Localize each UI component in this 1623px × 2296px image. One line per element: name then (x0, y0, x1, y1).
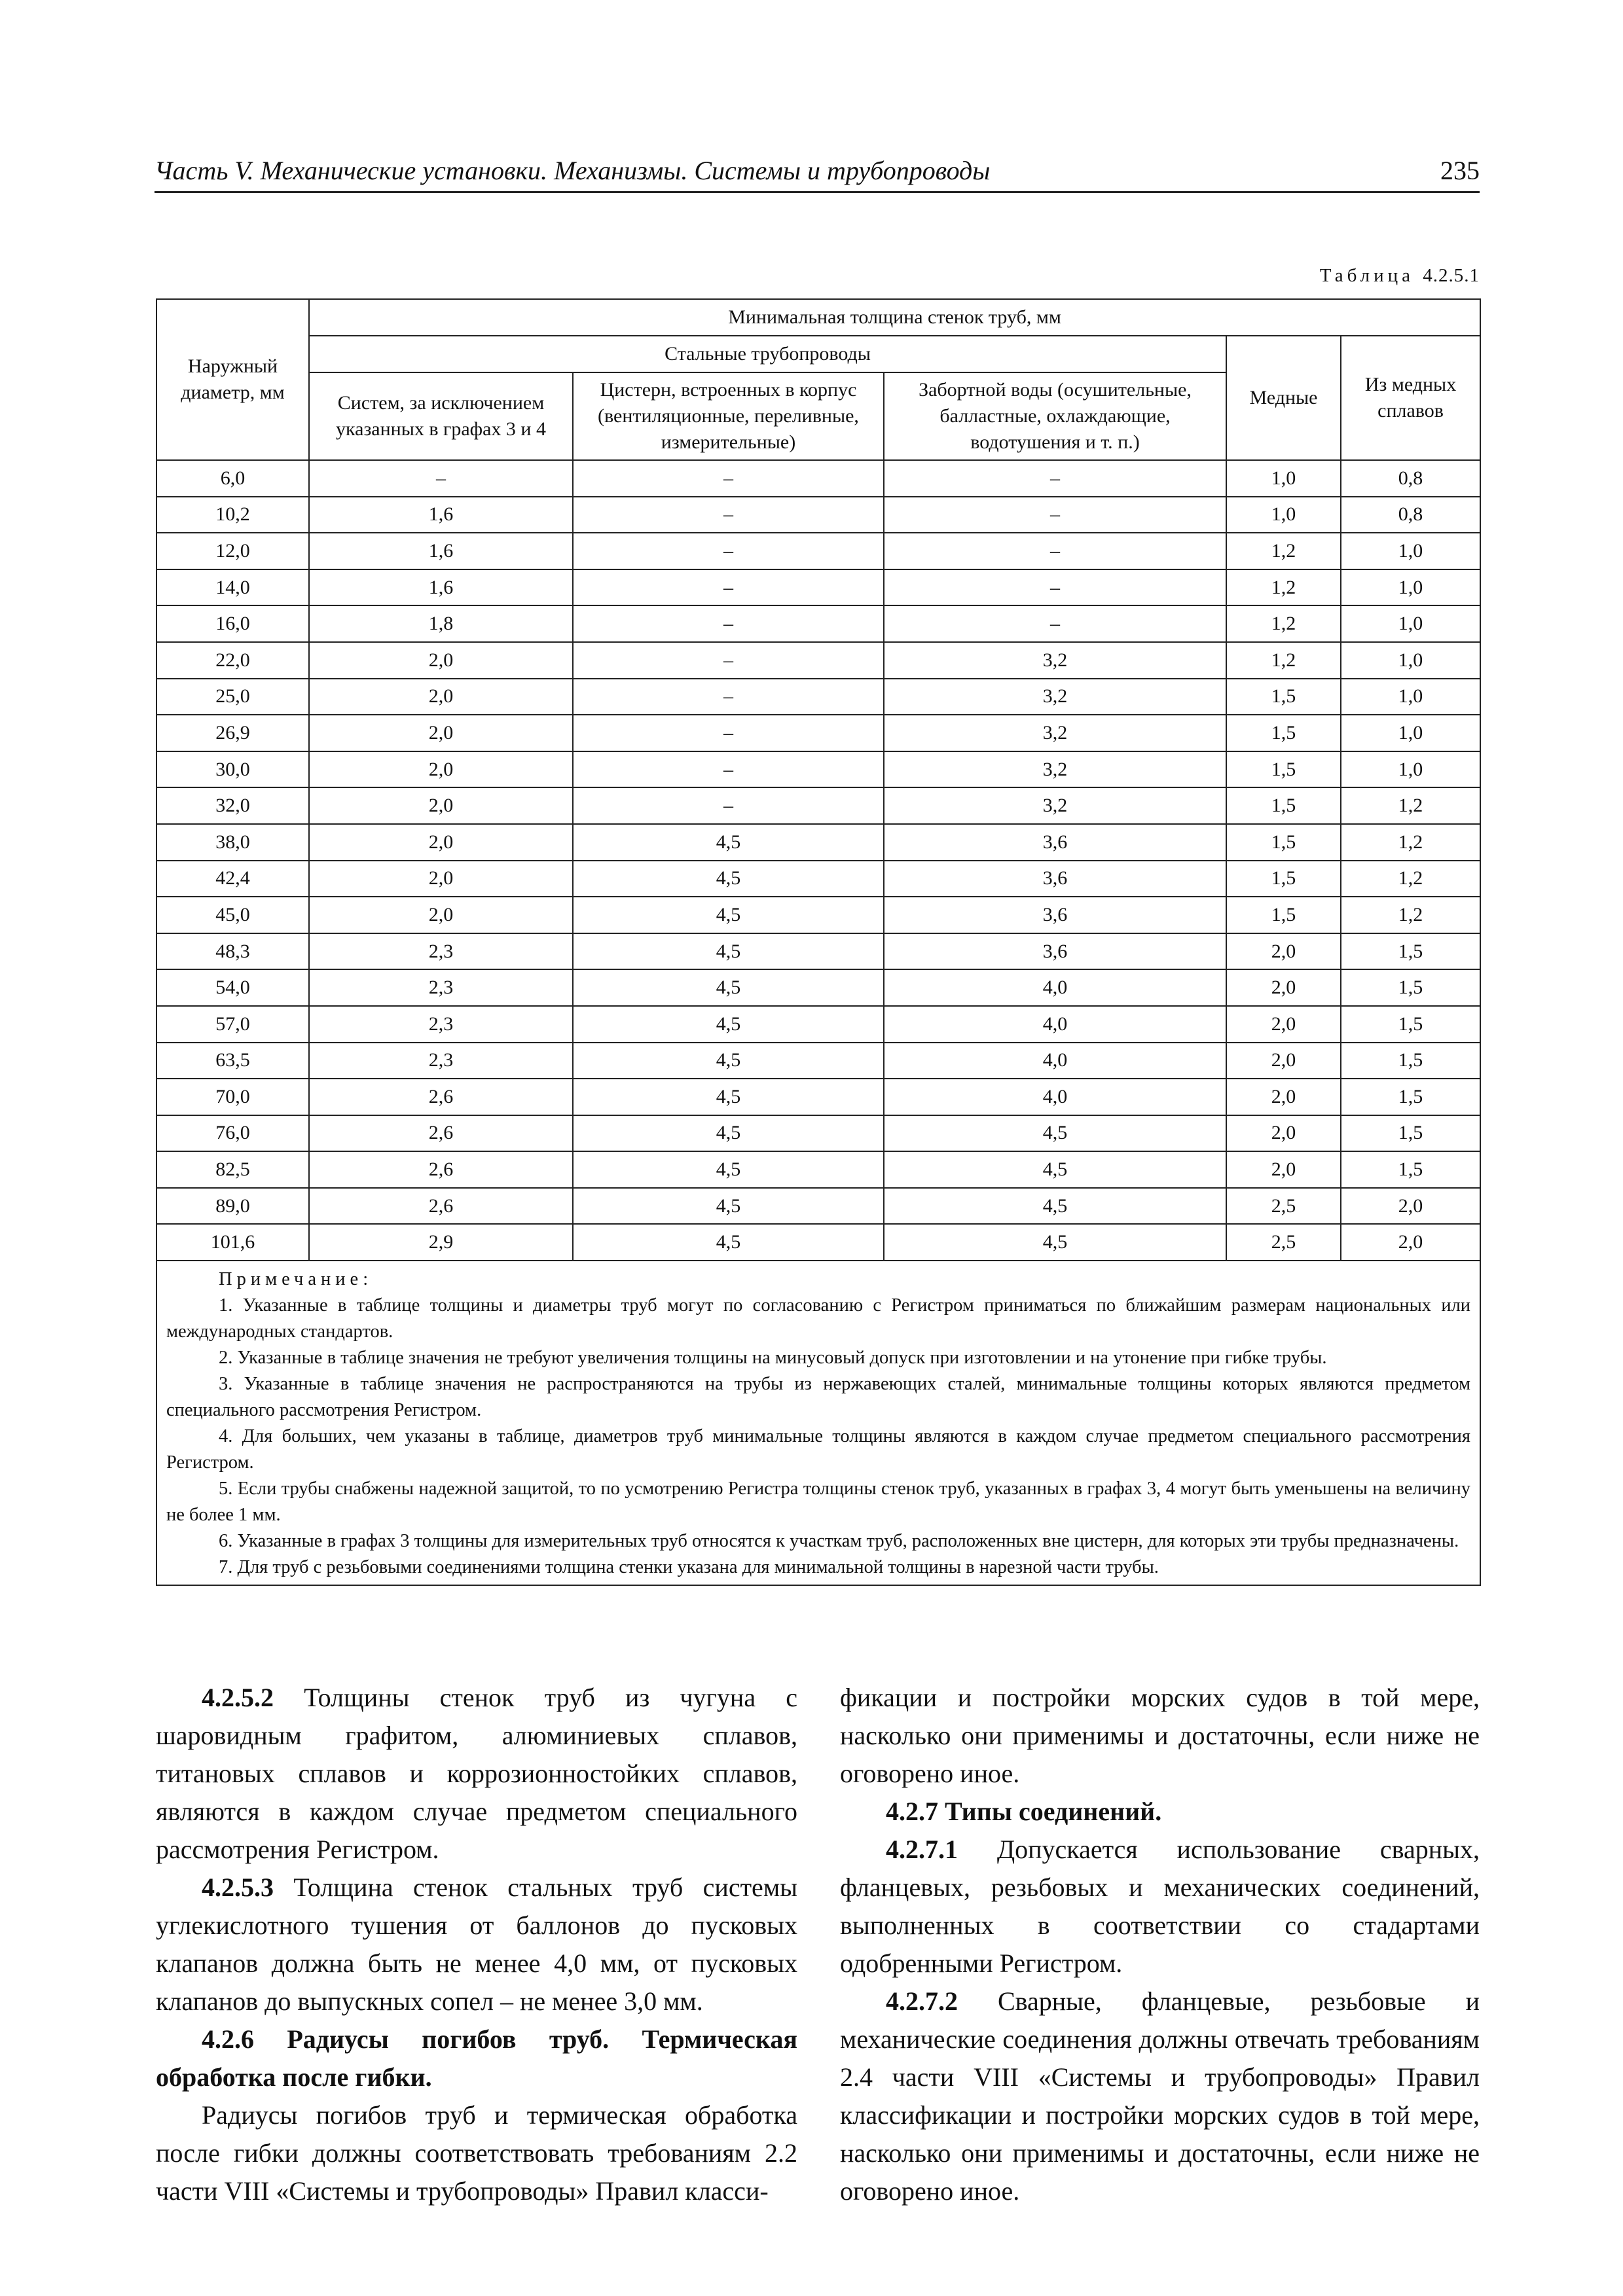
table-cell: 89,0 (156, 1188, 309, 1225)
table-cell: 3,6 (884, 933, 1226, 970)
table-cell: – (573, 460, 884, 497)
table-cell: 1,0 (1226, 460, 1341, 497)
table-cell: 1,2 (1226, 605, 1341, 642)
table-cell: 26,9 (156, 715, 309, 751)
table-cell: 4,5 (573, 969, 884, 1006)
table-cell: 1,5 (1226, 861, 1341, 897)
table-cell: 42,4 (156, 861, 309, 897)
table-cell: 14,0 (156, 569, 309, 606)
right-text-column (840, 1679, 1480, 2210)
table-cell: 70,0 (156, 1079, 309, 1115)
notes-title: Примечание: (219, 1269, 373, 1290)
table-cell: 2,0 (1341, 1188, 1480, 1225)
table-cell: 1,0 (1341, 533, 1480, 569)
table-cell: 2,6 (309, 1188, 573, 1225)
table-cell: 4,5 (884, 1115, 1226, 1152)
table-cell: 25,0 (156, 679, 309, 715)
table-cell: – (573, 715, 884, 751)
table-cell: 1,5 (1341, 1043, 1480, 1079)
table-cell: 30,0 (156, 751, 309, 788)
table-cell: 2,0 (1226, 1115, 1341, 1152)
header-systems: Систем, за исключением указанных в графах 3 и 4 (309, 372, 573, 460)
section-heading-text: 4.2.7 Типы соединений. (886, 1797, 1162, 1826)
table-cell: 3,6 (884, 861, 1226, 897)
table-cell: 1,2 (1341, 897, 1480, 933)
table-row (156, 679, 1480, 715)
table-cell: 1,6 (309, 497, 573, 533)
table-cell: 1,5 (1226, 824, 1341, 861)
table-cell: – (884, 460, 1226, 497)
table-cell: 2,3 (309, 1043, 573, 1079)
table-cell: – (573, 787, 884, 824)
table-cell: 4,5 (573, 897, 884, 933)
table-cell: – (573, 533, 884, 569)
table-cell: 1,2 (1226, 533, 1341, 569)
table-cell: 2,0 (309, 751, 573, 788)
table-cell: 76,0 (156, 1115, 309, 1152)
table-cell: 2,3 (309, 1006, 573, 1043)
table-cell: – (573, 642, 884, 679)
table-cell: 3,2 (884, 787, 1226, 824)
table-cell: 4,5 (573, 861, 884, 897)
table-cell: 3,6 (884, 897, 1226, 933)
table-cell: 1,2 (1341, 787, 1480, 824)
table-cell: 63,5 (156, 1043, 309, 1079)
table-cell: 3,2 (884, 751, 1226, 788)
table-row (156, 1188, 1480, 1225)
paragraph-text: Толщина стенок стальных труб системы углекислотного тушения от баллонов до пусковых клапанов должна быть не менее 4,0 мм, от пусковых клапанов до выпускных сопел – не менее 3,0 мм. (156, 1873, 797, 2016)
table-cell: 22,0 (156, 642, 309, 679)
table-cell: 1,5 (1226, 679, 1341, 715)
paragraph (840, 1982, 1480, 2210)
table-cell: 4,5 (573, 1006, 884, 1043)
clause-number: 4.2.7.1 (886, 1835, 958, 1864)
paragraph: фикации и постройки морских судов в той мере, насколько они применимы и достаточны, если ниже не оговорено иное. (840, 1683, 1480, 1788)
table-row (156, 1151, 1480, 1188)
table-row (156, 824, 1480, 861)
table-cell: 2,6 (309, 1115, 573, 1152)
table-cell: 2,0 (309, 679, 573, 715)
paragraph (156, 1679, 797, 1869)
table-cell: 1,5 (1341, 1079, 1480, 1115)
table-cell: 1,5 (1341, 1151, 1480, 1188)
table-cell: 1,6 (309, 569, 573, 606)
table-cell: 2,3 (309, 969, 573, 1006)
header-copper: Медные (1226, 336, 1341, 460)
table-cell: 6,0 (156, 460, 309, 497)
table-cell: 2,0 (1226, 933, 1341, 970)
table-cell: 2,6 (309, 1151, 573, 1188)
header-min-thickness: Минимальная толщина стенок труб, мм (309, 299, 1480, 336)
table-cell: 57,0 (156, 1006, 309, 1043)
table-cell: 2,0 (309, 715, 573, 751)
table-row (156, 569, 1480, 606)
table-row (156, 642, 1480, 679)
table-row (156, 605, 1480, 642)
table-cell: 2,5 (1226, 1188, 1341, 1225)
table-cell: 4,5 (884, 1188, 1226, 1225)
table-cell: 54,0 (156, 969, 309, 1006)
table-row (156, 969, 1480, 1006)
table-cell: 2,0 (1226, 1043, 1341, 1079)
table-cell: 2,0 (309, 642, 573, 679)
header-steel-pipes: Стальные трубопроводы (309, 336, 1226, 372)
page-number: 235 (1440, 156, 1480, 185)
table-cell: 0,8 (1341, 460, 1480, 497)
table-body (156, 460, 1480, 1261)
note-item: 7. Для труб с резьбовыми соединениями толщина стенки указана для минимальной толщины в нарезной части трубы. (219, 1557, 1159, 1578)
table-cell: 3,2 (884, 642, 1226, 679)
table-row (156, 861, 1480, 897)
table-cell: 1,2 (1341, 861, 1480, 897)
table-cell: 48,3 (156, 933, 309, 970)
table-row (156, 751, 1480, 788)
table-row (156, 497, 1480, 533)
table-cell: 45,0 (156, 897, 309, 933)
table-cell: 4,0 (884, 969, 1226, 1006)
table-cell: 1,5 (1226, 787, 1341, 824)
table-row (156, 1006, 1480, 1043)
note-item: 4. Для больших, чем указаны в таблице, диаметров труб минимальные толщины являются в каждом случае предметом специального рассмотрения Регистром. (166, 1426, 1471, 1473)
table-cell: – (884, 605, 1226, 642)
table-cell: 3,2 (884, 679, 1226, 715)
table-cell: 1,8 (309, 605, 573, 642)
table-cell: 1,0 (1341, 605, 1480, 642)
table-cell: 1,5 (1341, 933, 1480, 970)
header-seawater: Забортной воды (осушительные, балластные, охлаждающие, водотушения и т. п.) (884, 372, 1226, 460)
table-caption-number: 4.2.5.1 (1423, 265, 1480, 286)
table-cell: 82,5 (156, 1151, 309, 1188)
table-cell: 1,5 (1226, 751, 1341, 788)
table-caption (1048, 265, 1480, 287)
table-cell: 4,5 (884, 1151, 1226, 1188)
table-cell: 1,0 (1341, 715, 1480, 751)
table-cell: – (884, 533, 1226, 569)
table-cell: 1,2 (1341, 824, 1480, 861)
table-cell: 38,0 (156, 824, 309, 861)
table-cell: 4,5 (573, 824, 884, 861)
table-cell: 1,5 (1226, 715, 1341, 751)
table-cell: 4,5 (573, 1188, 884, 1225)
table-cell: 4,5 (573, 1224, 884, 1261)
paragraph-text: Сварные, фланцевые, резьбовые и механические соединения должны отвечать требованиям 2.4 части VIII «Системы и трубопроводы» Правил классификации и постройки морских судов в той мере, насколько они применимы и достаточны, если ниже не оговорено иное. (840, 1986, 1480, 2206)
table-cell: 2,0 (309, 897, 573, 933)
table-cell: – (573, 751, 884, 788)
table-row (156, 787, 1480, 824)
table-row (156, 715, 1480, 751)
table-cell: – (884, 569, 1226, 606)
table-row (156, 1079, 1480, 1115)
table-cell: 1,0 (1341, 679, 1480, 715)
clause-number: 4.2.5.3 (202, 1873, 274, 1902)
table-row (156, 933, 1480, 970)
header-outer-diameter: Наружный диаметр, мм (156, 299, 309, 460)
section-heading (840, 1793, 1480, 1831)
note-item: 3. Указанные в таблице значения не распространяются на трубы из нержавеющих сталей, минимальные толщины которых являются предметом специального рассмотрения Регистром. (166, 1374, 1471, 1421)
table-notes (156, 1261, 1480, 1585)
header-copper-alloys: Из медных сплавов (1341, 336, 1480, 460)
table-cell: – (309, 460, 573, 497)
table-cell: 12,0 (156, 533, 309, 569)
table-cell: 2,0 (309, 787, 573, 824)
table-cell: 1,5 (1226, 897, 1341, 933)
table-cell: 4,0 (884, 1043, 1226, 1079)
paragraph-text: Толщины стенок труб из чугуна с шаровидным графитом, алюминиевых сплавов, титановых сплавов и коррозионностойких сплавов, являются в каждом случае предметом специального рассмотрения Регистром. (156, 1683, 797, 1864)
running-header-title: Часть V. Механические установки. Механизмы. Системы и трубопроводы (155, 156, 991, 185)
table-cell: 10,2 (156, 497, 309, 533)
left-text-column (156, 1679, 797, 2210)
section-heading-text: 4.2.6 Радиусы погибов труб. Термическая обработка после гибки. (156, 2024, 797, 2092)
table-cell: 101,6 (156, 1224, 309, 1261)
table-cell: 1,0 (1341, 642, 1480, 679)
table-cell: 4,5 (573, 1079, 884, 1115)
section-heading (156, 2020, 797, 2096)
table-cell: 16,0 (156, 605, 309, 642)
table-cell: 2,0 (1226, 1151, 1341, 1188)
running-header (155, 152, 1480, 193)
table-row (156, 1115, 1480, 1152)
paragraph (840, 1831, 1480, 1982)
clause-number: 4.2.5.2 (202, 1683, 274, 1712)
table-cell: 4,5 (573, 1151, 884, 1188)
table-cell: 3,2 (884, 715, 1226, 751)
table-cell: 4,5 (573, 1115, 884, 1152)
table-row (156, 460, 1480, 497)
table-cell: 1,2 (1226, 569, 1341, 606)
table-cell: 1,0 (1341, 751, 1480, 788)
table-cell: 3,6 (884, 824, 1226, 861)
table-cell: 1,2 (1226, 642, 1341, 679)
header-tanks: Цистерн, встроенных в корпус (вентиляционные, переливные, измерительные) (573, 372, 884, 460)
table-cell: 2,0 (1226, 969, 1341, 1006)
clause-number: 4.2.7.2 (886, 1986, 958, 2016)
table-cell: 0,8 (1341, 497, 1480, 533)
table-cell: – (884, 497, 1226, 533)
note-item: 2. Указанные в таблице значения не требуют увеличения толщины на минусовый допуск при изготовлении и на утонение при гибке трубы. (219, 1348, 1327, 1369)
table-cell: 4,5 (884, 1224, 1226, 1261)
table-cell: 32,0 (156, 787, 309, 824)
pipe-thickness-table (156, 298, 1481, 1586)
table-cell: 1,0 (1226, 497, 1341, 533)
note-item: 6. Указанные в графах 3 толщины для измерительных труб относятся к участкам труб, расположенных вне цистерн, для которых эти трубы предназначены. (219, 1531, 1459, 1552)
table-cell: 2,0 (1226, 1006, 1341, 1043)
table-cell: 1,0 (1341, 569, 1480, 606)
table-cell: 1,6 (309, 533, 573, 569)
table-row (156, 897, 1480, 933)
table-cell: – (573, 605, 884, 642)
note-item: 1. Указанные в таблице толщины и диаметры труб могут по согласованию с Регистром приниматься по ближайшим размерам национальных или международных стандартов. (166, 1295, 1471, 1342)
table-cell: 2,9 (309, 1224, 573, 1261)
table-caption-word: Таблица (1319, 265, 1414, 286)
table-cell: 2,0 (309, 824, 573, 861)
table-row (156, 1043, 1480, 1079)
table-cell: 4,5 (573, 1043, 884, 1079)
table-row (156, 1224, 1480, 1261)
table-cell: 2,3 (309, 933, 573, 970)
table-cell: 4,0 (884, 1079, 1226, 1115)
table-cell: 4,5 (573, 933, 884, 970)
table-cell: – (573, 569, 884, 606)
table-cell: 1,5 (1341, 1006, 1480, 1043)
table-cell: 1,5 (1341, 1115, 1480, 1152)
table-cell: 2,0 (1341, 1224, 1480, 1261)
note-item: 5. Если трубы снабжены надежной защитой, то по усмотрению Регистра толщины стенок труб, указанных в графах 3, 4 могут быть уменьшены на величину не более 1 мм. (166, 1479, 1471, 1526)
table-cell: 2,0 (1226, 1079, 1341, 1115)
table-cell: 2,0 (309, 861, 573, 897)
table-cell: – (573, 679, 884, 715)
table-cell: – (573, 497, 884, 533)
table-cell: 2,6 (309, 1079, 573, 1115)
table-cell: 1,5 (1341, 969, 1480, 1006)
table-cell: 2,5 (1226, 1224, 1341, 1261)
table-cell: 4,0 (884, 1006, 1226, 1043)
paragraph-text: Допускается использование сварных, фланцевых, резьбовых и механических соединений, выполненных в соответствии со стадартами одобренными Регистром. (840, 1835, 1480, 1978)
paragraph (156, 1869, 797, 2020)
paragraph: Радиусы погибов труб и термическая обработка после гибки должны соответствовать требованиям 2.2 части VIII «Системы и трубопроводы» Правил класси- (156, 2100, 797, 2206)
table-row (156, 533, 1480, 569)
